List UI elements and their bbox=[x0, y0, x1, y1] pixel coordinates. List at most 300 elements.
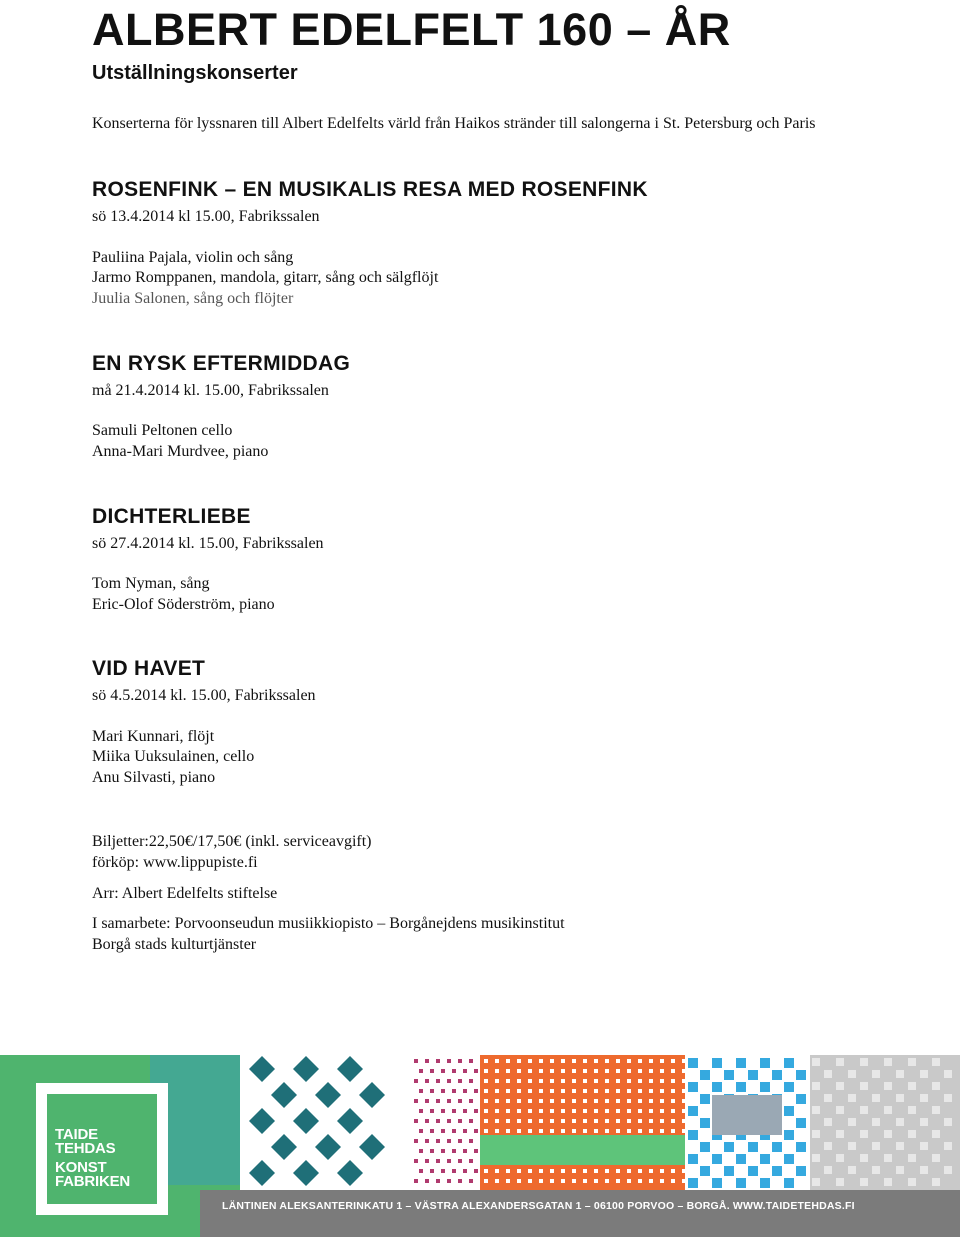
performer: Anu Silvasti, piano bbox=[92, 769, 216, 786]
dot-mark bbox=[441, 1169, 445, 1173]
dot-mark bbox=[605, 1069, 609, 1073]
dot-mark bbox=[616, 1169, 620, 1173]
dot-mark bbox=[463, 1109, 467, 1113]
grid-mark bbox=[712, 1178, 722, 1188]
dot-mark bbox=[419, 1129, 423, 1133]
grid-mark bbox=[736, 1058, 746, 1068]
grid-mark bbox=[688, 1082, 698, 1092]
grid-patch bbox=[712, 1095, 782, 1135]
logo-line: TEHDAS bbox=[55, 1140, 116, 1157]
grid-mark bbox=[688, 1058, 698, 1068]
grid-mark bbox=[736, 1082, 746, 1092]
checker-mark bbox=[944, 1142, 952, 1150]
checker-mark bbox=[920, 1166, 928, 1174]
dot-mark bbox=[452, 1129, 456, 1133]
dot-mark bbox=[474, 1149, 478, 1153]
dot-mark bbox=[638, 1089, 642, 1093]
dot-mark bbox=[474, 1129, 478, 1133]
dot-mark bbox=[495, 1069, 499, 1073]
dot-mark bbox=[425, 1059, 429, 1063]
dot-mark bbox=[649, 1169, 653, 1173]
dot-mark bbox=[572, 1079, 576, 1083]
dot-mark bbox=[469, 1079, 473, 1083]
dot-mark bbox=[425, 1079, 429, 1083]
checker-mark bbox=[824, 1142, 832, 1150]
dot-mark bbox=[561, 1169, 565, 1173]
dot-mark bbox=[458, 1139, 462, 1143]
page-title: ALBERT EDELFELT 160 – ÅR bbox=[92, 4, 731, 55]
dot-mark bbox=[539, 1129, 543, 1133]
performer: Juulia Salonen, sång och flöjter bbox=[92, 290, 294, 307]
dot-mark bbox=[550, 1129, 554, 1133]
intro-text: Konserterna för lyssnaren till Albert Edelfelts värld från Haikos stränder till salongerna i St. Petersburg och Paris bbox=[92, 115, 816, 132]
checker-mark bbox=[944, 1070, 952, 1078]
grid-mark bbox=[760, 1154, 770, 1164]
checker-mark bbox=[896, 1142, 904, 1150]
grid-mark bbox=[760, 1082, 770, 1092]
dot-mark bbox=[414, 1179, 418, 1183]
checker-mark bbox=[836, 1130, 844, 1138]
checker-mark bbox=[872, 1142, 880, 1150]
grid-mark bbox=[748, 1070, 758, 1080]
dot-mark bbox=[484, 1099, 488, 1103]
dot-mark bbox=[649, 1099, 653, 1103]
cooperation-line: I samarbete: Porvoonseudun musiikkiopisto – Borgånejdens musikinstitut bbox=[92, 915, 565, 932]
ticket-prices: Biljetter:22,50€/17,50€ (inkl. serviceavgift) bbox=[92, 833, 372, 850]
dot-mark bbox=[572, 1119, 576, 1123]
dot-mark bbox=[550, 1109, 554, 1113]
dot-mark bbox=[419, 1069, 423, 1073]
grid-mark bbox=[796, 1118, 806, 1128]
checker-mark bbox=[908, 1058, 916, 1066]
dot-mark bbox=[583, 1059, 587, 1063]
dot-mark bbox=[484, 1169, 488, 1173]
dot-mark bbox=[436, 1139, 440, 1143]
grid-mark bbox=[796, 1142, 806, 1152]
dot-mark bbox=[638, 1119, 642, 1123]
checker-mark bbox=[896, 1094, 904, 1102]
dot-mark bbox=[605, 1079, 609, 1083]
checker-mark bbox=[812, 1058, 820, 1066]
dot-mark bbox=[484, 1059, 488, 1063]
dot-mark bbox=[452, 1109, 456, 1113]
checker-mark bbox=[836, 1154, 844, 1162]
dot-mark bbox=[638, 1079, 642, 1083]
dot-mark bbox=[484, 1119, 488, 1123]
grid-mark bbox=[784, 1154, 794, 1164]
checker-mark bbox=[824, 1118, 832, 1126]
performer: Jarmo Romppanen, mandola, gitarr, sång och sälgflöjt bbox=[92, 269, 439, 286]
dot-mark bbox=[528, 1179, 532, 1183]
dot-mark bbox=[495, 1059, 499, 1063]
grid-mark bbox=[712, 1154, 722, 1164]
dot-mark bbox=[583, 1169, 587, 1173]
grid-mark bbox=[784, 1058, 794, 1068]
dot-mark bbox=[594, 1119, 598, 1123]
dot-mark bbox=[605, 1169, 609, 1173]
dot-mark bbox=[616, 1099, 620, 1103]
grid-mark bbox=[688, 1106, 698, 1116]
dot-mark bbox=[616, 1119, 620, 1123]
performer: Mari Kunnari, flöjt bbox=[92, 728, 215, 745]
checker-mark bbox=[908, 1106, 916, 1114]
concert-date: må 21.4.2014 kl. 15.00, Fabrikssalen bbox=[92, 382, 329, 399]
dot-mark bbox=[414, 1119, 418, 1123]
dot-mark bbox=[649, 1089, 653, 1093]
checker-mark bbox=[932, 1154, 940, 1162]
dot-mark bbox=[605, 1109, 609, 1113]
dot-mark bbox=[474, 1109, 478, 1113]
dot-mark bbox=[572, 1059, 576, 1063]
dot-mark bbox=[495, 1179, 499, 1183]
dot-mark bbox=[495, 1099, 499, 1103]
dot-mark bbox=[506, 1129, 510, 1133]
checker-mark bbox=[884, 1082, 892, 1090]
checker-mark bbox=[848, 1118, 856, 1126]
orange-panel bbox=[480, 1055, 685, 1190]
dot-mark bbox=[539, 1169, 543, 1173]
checker-mark bbox=[920, 1142, 928, 1150]
dot-mark bbox=[594, 1179, 598, 1183]
dot-mark bbox=[463, 1069, 467, 1073]
dot-mark bbox=[561, 1069, 565, 1073]
dot-mark bbox=[550, 1089, 554, 1093]
dot-mark bbox=[517, 1169, 521, 1173]
checker-mark bbox=[932, 1130, 940, 1138]
checker-mark bbox=[932, 1082, 940, 1090]
dot-mark bbox=[425, 1139, 429, 1143]
checker-mark bbox=[884, 1058, 892, 1066]
dot-mark bbox=[430, 1109, 434, 1113]
dot-mark bbox=[627, 1059, 631, 1063]
dot-mark bbox=[561, 1089, 565, 1093]
dot-mark bbox=[430, 1089, 434, 1093]
dot-mark bbox=[495, 1119, 499, 1123]
dot-mark bbox=[649, 1069, 653, 1073]
dot-mark bbox=[671, 1179, 675, 1183]
dot-mark bbox=[583, 1129, 587, 1133]
dot-mark bbox=[561, 1109, 565, 1113]
checker-mark bbox=[944, 1118, 952, 1126]
dot-mark bbox=[528, 1109, 532, 1113]
checker-mark bbox=[812, 1106, 820, 1114]
concert-heading: VID HAVET bbox=[92, 657, 206, 680]
dot-mark bbox=[419, 1089, 423, 1093]
dot-mark bbox=[474, 1169, 478, 1173]
grid-mark bbox=[784, 1130, 794, 1140]
dot-mark bbox=[517, 1109, 521, 1113]
grid-mark bbox=[700, 1070, 710, 1080]
dot-mark bbox=[506, 1169, 510, 1173]
dot-mark bbox=[425, 1159, 429, 1163]
dot-mark bbox=[605, 1089, 609, 1093]
dot-mark bbox=[671, 1059, 675, 1063]
dot-mark bbox=[458, 1099, 462, 1103]
concert-heading: DICHTERLIEBE bbox=[92, 505, 251, 528]
dot-mark bbox=[605, 1129, 609, 1133]
grid-mark bbox=[700, 1118, 710, 1128]
dot-mark bbox=[458, 1059, 462, 1063]
dot-mark bbox=[572, 1129, 576, 1133]
dot-mark bbox=[506, 1179, 510, 1183]
grid-mark bbox=[748, 1142, 758, 1152]
dot-mark bbox=[616, 1069, 620, 1073]
dot-mark bbox=[458, 1179, 462, 1183]
checker-mark bbox=[908, 1154, 916, 1162]
dot-mark bbox=[528, 1089, 532, 1093]
checker-mark bbox=[860, 1178, 868, 1186]
performer: Pauliina Pajala, violin och sång bbox=[92, 249, 294, 266]
taidetehdas-logo bbox=[36, 1083, 168, 1215]
grid-mark bbox=[784, 1106, 794, 1116]
dot-mark bbox=[550, 1169, 554, 1173]
dot-mark bbox=[583, 1109, 587, 1113]
checker-mark bbox=[920, 1118, 928, 1126]
footer-address: LÄNTINEN ALEKSANTERINKATU 1 – VÄSTRA ALEXANDERSGATAN 1 – 06100 PORVOO – BORGÅ. WWW.TAIDETEHDAS.FI bbox=[222, 1200, 855, 1212]
checker-mark bbox=[836, 1082, 844, 1090]
checker-mark bbox=[848, 1142, 856, 1150]
dot-mark bbox=[671, 1099, 675, 1103]
dot-mark bbox=[649, 1109, 653, 1113]
dot-mark bbox=[649, 1119, 653, 1123]
checker-mark bbox=[824, 1070, 832, 1078]
concert-date: sö 4.5.2014 kl. 15.00, Fabrikssalen bbox=[92, 687, 316, 704]
dot-mark bbox=[463, 1149, 467, 1153]
dot-mark bbox=[660, 1079, 664, 1083]
dot-mark bbox=[506, 1119, 510, 1123]
dot-mark bbox=[436, 1059, 440, 1063]
dot-mark bbox=[528, 1059, 532, 1063]
dot-mark bbox=[583, 1119, 587, 1123]
dot-mark bbox=[495, 1129, 499, 1133]
dot-mark bbox=[539, 1179, 543, 1183]
dot-mark bbox=[441, 1069, 445, 1073]
dot-mark bbox=[649, 1059, 653, 1063]
dot-mark bbox=[638, 1099, 642, 1103]
dot-mark bbox=[436, 1159, 440, 1163]
dot-mark bbox=[660, 1119, 664, 1123]
dot-mark bbox=[447, 1079, 451, 1083]
dot-mark bbox=[671, 1119, 675, 1123]
dot-mark bbox=[517, 1059, 521, 1063]
dot-mark bbox=[495, 1089, 499, 1093]
dot-mark bbox=[441, 1109, 445, 1113]
dot-mark bbox=[627, 1069, 631, 1073]
checker-mark bbox=[872, 1094, 880, 1102]
performer: Samuli Peltonen cello bbox=[92, 422, 233, 439]
dot-mark bbox=[572, 1179, 576, 1183]
dot-mark bbox=[539, 1099, 543, 1103]
dot-mark bbox=[458, 1159, 462, 1163]
dot-mark bbox=[561, 1099, 565, 1103]
address-band bbox=[200, 1190, 960, 1237]
checker-mark bbox=[860, 1058, 868, 1066]
dot-mark bbox=[550, 1069, 554, 1073]
dot-mark bbox=[616, 1129, 620, 1133]
dot-mark bbox=[638, 1109, 642, 1113]
dot-mark bbox=[506, 1099, 510, 1103]
checker-mark bbox=[872, 1118, 880, 1126]
checker-mark bbox=[860, 1106, 868, 1114]
dot-mark bbox=[506, 1069, 510, 1073]
dot-mark bbox=[495, 1109, 499, 1113]
dot-mark bbox=[649, 1129, 653, 1133]
dot-mark bbox=[506, 1079, 510, 1083]
grid-mark bbox=[784, 1178, 794, 1188]
checker-mark bbox=[848, 1070, 856, 1078]
dot-mark bbox=[517, 1119, 521, 1123]
logo-line: KONST bbox=[55, 1159, 107, 1176]
grid-mark bbox=[724, 1142, 734, 1152]
dot-mark bbox=[561, 1179, 565, 1183]
dot-mark bbox=[583, 1099, 587, 1103]
logo-line: TAIDE bbox=[55, 1126, 98, 1143]
dot-mark bbox=[671, 1109, 675, 1113]
concert-date: sö 13.4.2014 kl 15.00, Fabrikssalen bbox=[92, 208, 320, 225]
dot-mark bbox=[441, 1129, 445, 1133]
green-strip bbox=[480, 1135, 685, 1165]
checker-mark bbox=[920, 1070, 928, 1078]
dot-mark bbox=[627, 1129, 631, 1133]
dot-mark bbox=[517, 1179, 521, 1183]
dot-mark bbox=[594, 1099, 598, 1103]
checker-mark bbox=[812, 1082, 820, 1090]
grid-mark bbox=[700, 1094, 710, 1104]
dot-mark bbox=[627, 1179, 631, 1183]
dot-mark bbox=[452, 1169, 456, 1173]
dot-mark bbox=[616, 1109, 620, 1113]
dot-mark bbox=[506, 1089, 510, 1093]
grid-mark bbox=[712, 1082, 722, 1092]
dot-mark bbox=[605, 1099, 609, 1103]
checker-mark bbox=[860, 1082, 868, 1090]
grid-mark bbox=[712, 1058, 722, 1068]
dot-mark bbox=[627, 1169, 631, 1173]
dot-mark bbox=[419, 1169, 423, 1173]
dot-mark bbox=[425, 1179, 429, 1183]
grid-mark bbox=[688, 1178, 698, 1188]
dot-mark bbox=[528, 1119, 532, 1123]
dot-mark bbox=[463, 1089, 467, 1093]
dot-mark bbox=[469, 1139, 473, 1143]
dot-mark bbox=[539, 1079, 543, 1083]
dot-mark bbox=[671, 1079, 675, 1083]
dot-mark bbox=[474, 1089, 478, 1093]
dot-mark bbox=[441, 1149, 445, 1153]
dot-mark bbox=[425, 1099, 429, 1103]
dot-mark bbox=[495, 1079, 499, 1083]
dot-mark bbox=[506, 1059, 510, 1063]
dot-mark bbox=[550, 1179, 554, 1183]
dot-mark bbox=[572, 1089, 576, 1093]
dot-mark bbox=[627, 1099, 631, 1103]
dot-mark bbox=[660, 1099, 664, 1103]
dot-mark bbox=[594, 1089, 598, 1093]
dot-mark bbox=[550, 1099, 554, 1103]
dot-mark bbox=[616, 1089, 620, 1093]
dot-mark bbox=[458, 1119, 462, 1123]
grid-mark bbox=[688, 1154, 698, 1164]
dot-mark bbox=[583, 1179, 587, 1183]
dot-mark bbox=[436, 1099, 440, 1103]
dot-mark bbox=[484, 1129, 488, 1133]
dot-mark bbox=[430, 1129, 434, 1133]
dot-mark bbox=[436, 1079, 440, 1083]
dot-mark bbox=[660, 1179, 664, 1183]
checker-mark bbox=[944, 1094, 952, 1102]
dot-mark bbox=[452, 1069, 456, 1073]
dot-mark bbox=[660, 1089, 664, 1093]
dot-mark bbox=[436, 1119, 440, 1123]
checker-mark bbox=[884, 1154, 892, 1162]
dot-mark bbox=[605, 1179, 609, 1183]
dot-mark bbox=[539, 1109, 543, 1113]
grey-panel bbox=[810, 1055, 960, 1190]
checker-mark bbox=[860, 1130, 868, 1138]
dot-mark bbox=[452, 1089, 456, 1093]
grid-mark bbox=[688, 1130, 698, 1140]
grid-mark bbox=[760, 1178, 770, 1188]
dot-mark bbox=[469, 1099, 473, 1103]
dot-mark bbox=[414, 1159, 418, 1163]
dot-mark bbox=[414, 1079, 418, 1083]
grid-mark bbox=[796, 1094, 806, 1104]
checker-mark bbox=[872, 1070, 880, 1078]
dot-mark bbox=[616, 1059, 620, 1063]
checker-mark bbox=[944, 1166, 952, 1174]
dot-mark bbox=[419, 1109, 423, 1113]
dot-mark bbox=[539, 1059, 543, 1063]
dot-mark bbox=[583, 1079, 587, 1083]
dot-mark bbox=[469, 1159, 473, 1163]
dot-mark bbox=[572, 1109, 576, 1113]
grid-mark bbox=[736, 1154, 746, 1164]
dot-mark bbox=[528, 1079, 532, 1083]
dot-mark bbox=[447, 1139, 451, 1143]
dot-mark bbox=[583, 1069, 587, 1073]
dot-mark bbox=[660, 1059, 664, 1063]
dot-mark bbox=[660, 1109, 664, 1113]
organizer: Arr: Albert Edelfelts stiftelse bbox=[92, 885, 278, 902]
dot-mark bbox=[447, 1179, 451, 1183]
dot-mark bbox=[474, 1069, 478, 1073]
dot-mark bbox=[419, 1149, 423, 1153]
checker-mark bbox=[920, 1094, 928, 1102]
logo-line: FABRIKEN bbox=[55, 1173, 131, 1190]
checker-mark bbox=[908, 1082, 916, 1090]
checker-mark bbox=[848, 1094, 856, 1102]
dot-mark bbox=[414, 1099, 418, 1103]
dot-mark bbox=[671, 1089, 675, 1093]
checker-mark bbox=[908, 1178, 916, 1186]
checker-mark bbox=[896, 1070, 904, 1078]
checker-mark bbox=[932, 1178, 940, 1186]
dot-mark bbox=[550, 1059, 554, 1063]
dot-mark bbox=[638, 1129, 642, 1133]
dot-mark bbox=[638, 1059, 642, 1063]
checker-mark bbox=[884, 1178, 892, 1186]
performer: Anna-Mari Murdvee, piano bbox=[92, 443, 269, 460]
grid-mark bbox=[760, 1058, 770, 1068]
grid-mark bbox=[736, 1178, 746, 1188]
grid-mark bbox=[772, 1142, 782, 1152]
logo-background bbox=[47, 1094, 157, 1204]
dot-mark bbox=[594, 1169, 598, 1173]
dot-mark bbox=[660, 1129, 664, 1133]
checker-mark bbox=[824, 1094, 832, 1102]
checker-mark bbox=[932, 1106, 940, 1114]
dot-mark bbox=[441, 1089, 445, 1093]
